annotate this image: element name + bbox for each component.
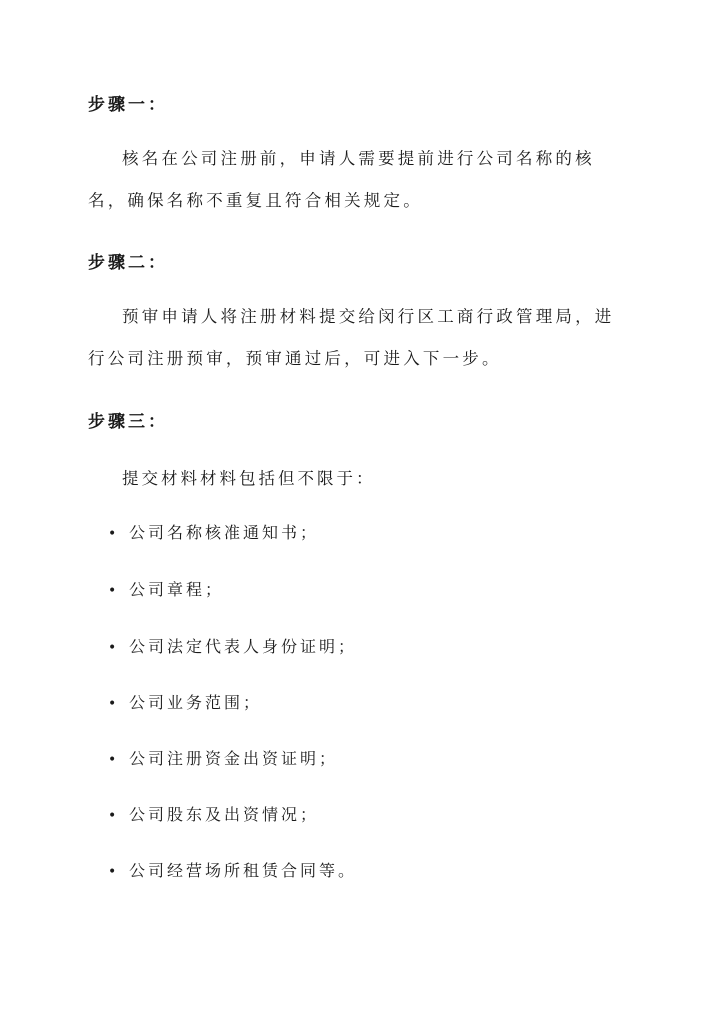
bullet-icon: • <box>108 695 120 712</box>
step1-heading: 步骤一： <box>88 95 168 115</box>
list-item <box>108 634 357 657</box>
list-item <box>108 520 319 543</box>
bullet-icon: • <box>108 582 120 599</box>
list-item <box>108 746 338 769</box>
step2-heading: 步骤二： <box>88 253 168 273</box>
step3-heading: 步骤三： <box>88 412 168 432</box>
bullet-icon: • <box>108 525 120 542</box>
list-item-text: 公司名称核准通知书； <box>129 523 320 542</box>
step1-paragraph: 核名在公司注册前，申请人需要提前进行公司名称的核名，确保名称不重复且符合相关规定。 <box>88 149 595 210</box>
list-item-text: 公司经营场所租赁合同等。 <box>129 861 358 880</box>
bullet-icon: • <box>108 807 120 824</box>
list-item <box>108 577 224 600</box>
list-item-text: 公司业务范围； <box>129 693 263 712</box>
bullet-icon: • <box>108 639 120 656</box>
list-item-text: 公司法定代表人身份证明； <box>129 637 358 656</box>
list-item-text: 公司注册资金出资证明； <box>129 749 339 768</box>
bullet-icon: • <box>108 863 120 880</box>
step3-intro: 提交材料材料包括但不限于： <box>122 469 376 488</box>
list-item-text: 公司章程； <box>129 580 225 599</box>
list-item-text: 公司股东及出资情况； <box>129 805 320 824</box>
list-item <box>108 858 357 881</box>
list-item <box>108 690 262 713</box>
bullet-icon: • <box>108 751 120 768</box>
list-item <box>108 802 319 825</box>
step2-paragraph: 预审申请人将注册材料提交给闵行区工商行政管理局，进行公司注册预审，预审通过后，可进入下一步。 <box>88 307 615 368</box>
